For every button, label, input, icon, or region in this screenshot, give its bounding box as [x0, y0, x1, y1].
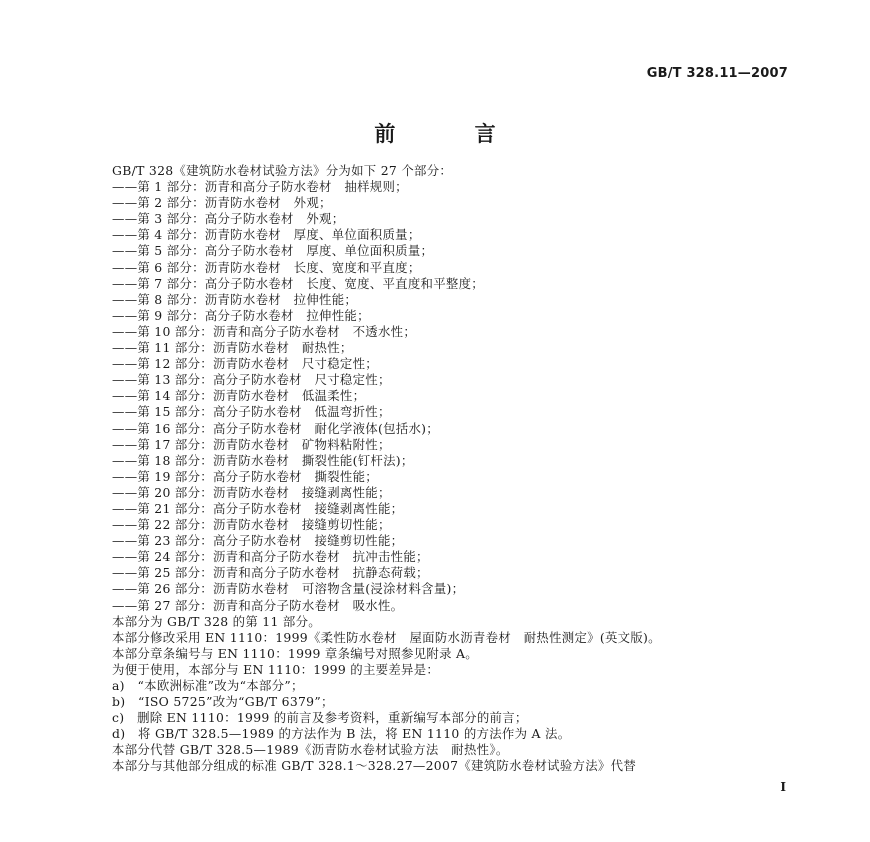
list-item: ——第 1 部分：沥青和高分子防水卷材 抽样规则； — [112, 179, 408, 195]
parts-list — [112, 179, 802, 614]
list-item: b) “ISO 5725”改为“GB/T 6379”； — [112, 694, 334, 710]
list-item: ——第 11 部分：沥青防水卷材 耐热性； — [112, 340, 353, 356]
list-item: ——第 20 部分：沥青防水卷材 接缝剥离性能； — [112, 484, 391, 500]
list-item: ——第 2 部分：沥青防水卷材 外观； — [112, 195, 332, 211]
list-item: ——第 21 部分：高分子防水卷材 接缝剥离性能； — [112, 500, 404, 516]
page-title: 前 言 — [374, 122, 532, 146]
page-number: I — [780, 780, 786, 794]
list-item: ——第 22 部分：沥青防水卷材 接缝剪切性能； — [112, 517, 391, 533]
list-item: ——第 7 部分：高分子防水卷材 长度、宽度、平直度和平整度； — [112, 275, 484, 291]
list-item: ——第 13 部分：高分子防水卷材 尺寸稳定性； — [112, 372, 391, 388]
list-item: ——第 9 部分：高分子防水卷材 拉伸性能； — [112, 307, 370, 323]
list-item: d) 将 GB/T 328.5—1989 的方法作为 B 法，将 EN 1110 的方法作为 A 法。 — [112, 726, 571, 742]
list-item: ——第 27 部分：沥青和高分子防水卷材 吸水性。 — [112, 597, 404, 613]
list-item: ——第 4 部分：沥青防水卷材 厚度、单位面积质量； — [112, 227, 421, 243]
list-item: ——第 6 部分：沥青防水卷材 长度、宽度和平直度； — [112, 259, 421, 275]
list-item: ——第 18 部分：沥青防水卷材 撕裂性能(钉杆法)； — [112, 452, 414, 468]
paragraph: 本部分修改采用 EN 1110：1999《柔性防水卷材 屋面防水沥青卷材 耐热性测定》(英文版)。 — [112, 629, 661, 645]
list-item: ——第 14 部分：沥青防水卷材 低温柔性； — [112, 388, 366, 404]
list-item: ——第 26 部分：沥青防水卷材 可溶物含量(浸涂材料含量)； — [112, 581, 465, 597]
paragraph: 本部分代替 GB/T 328.5—1989《沥青防水卷材试验方法 耐热性》。 — [112, 742, 509, 758]
list-item: ——第 8 部分：沥青防水卷材 拉伸性能； — [112, 291, 358, 307]
paragraph: 本部分与其他部分组成的标准 GB/T 328.1～328.27—2007《建筑防水卷材试验方法》代替 — [112, 758, 637, 774]
paragraph: 本部分章条编号与 EN 1110：1999 章条编号对照参见附录 A。 — [112, 645, 478, 661]
list-item: ——第 10 部分：沥青和高分子防水卷材 不透水性； — [112, 323, 417, 339]
list-item: ——第 24 部分：沥青和高分子防水卷材 抗冲击性能； — [112, 549, 429, 565]
list-item: a) “本欧洲标准”改为“本部分”； — [112, 678, 304, 693]
intro-line: GB/T 328《建筑防水卷材试验方法》分为如下 27 个部分： — [112, 163, 453, 178]
list-item: ——第 16 部分：高分子防水卷材 耐化学液体(包括水)； — [112, 420, 439, 436]
differences-list — [112, 678, 802, 742]
list-item: ——第 17 部分：沥青防水卷材 矿物料粘附性； — [112, 436, 391, 452]
paragraph: 为便于使用，本部分与 EN 1110：1999 的主要差异是： — [112, 661, 440, 677]
paragraph: 本部分为 GB/T 328 的第 11 部分。 — [112, 613, 321, 629]
list-item: ——第 23 部分：高分子防水卷材 接缝剪切性能； — [112, 533, 404, 549]
list-item: ——第 15 部分：高分子防水卷材 低温弯折性； — [112, 404, 391, 420]
list-item: ——第 25 部分：沥青和高分子防水卷材 抗静态荷载； — [112, 565, 429, 581]
standard-code: GB/T 328.11—2007 — [646, 66, 788, 81]
list-item: ——第 5 部分：高分子防水卷材 厚度、单位面积质量； — [112, 243, 434, 259]
list-item: c) 删除 EN 1110：1999 的前言及参考资料，重新编写本部分的前言； — [112, 710, 528, 726]
list-item: ——第 19 部分：高分子防水卷材 撕裂性能； — [112, 468, 378, 484]
body-text — [112, 163, 802, 775]
paragraphs — [112, 614, 802, 678]
list-item: ——第 3 部分：高分子防水卷材 外观； — [112, 211, 345, 227]
closing-paragraphs — [112, 742, 802, 774]
list-item: ——第 12 部分：沥青防水卷材 尺寸稳定性； — [112, 356, 378, 372]
